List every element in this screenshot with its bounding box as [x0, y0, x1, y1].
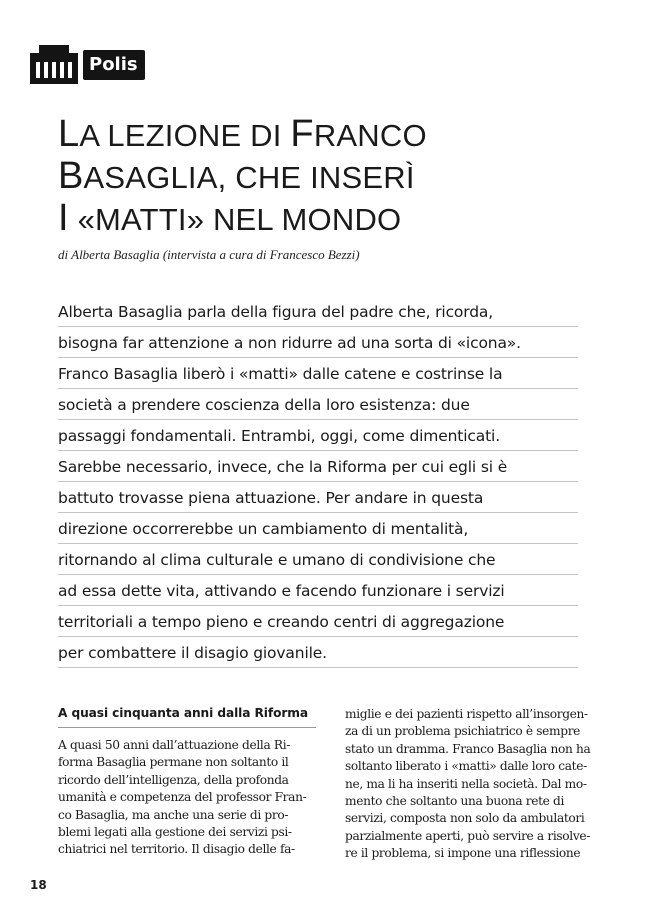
- abstract-line: passaggi fondamentali. Entrambi, oggi, come dimenticati.: [58, 420, 578, 451]
- abstract-line: Franco Basaglia liberò i «matti» dalle catene e costrinse la: [58, 358, 578, 389]
- body-line: mento che soltanto una buona rete di: [345, 794, 565, 809]
- title-line: [58, 156, 618, 198]
- body-line: co Basaglia, ma anche una serie di pro-: [58, 807, 289, 822]
- abstract-line: battuto trovasse piena attuazione. Per andare in questa: [58, 482, 578, 513]
- abstract-line: bisogna far attenzione a non ridurre ad una sorta di «icona».: [58, 327, 578, 358]
- body-line: stato un dramma. Franco Basaglia non ha: [345, 741, 591, 756]
- abstract-line: territoriali a tempo pieno e creando centri di aggregazione: [58, 606, 578, 637]
- article-byline: di Alberta Basaglia (intervista a cura di Francesco Bezzi): [58, 247, 360, 262]
- body-line: chiatrici nel territorio. Il disagio delle fa-: [58, 842, 295, 857]
- body-line: forma Basaglia permane non soltanto il: [58, 755, 289, 770]
- body-line: A quasi 50 anni dall’attuazione della Ri-: [58, 738, 291, 752]
- body-line: za di un problema psichiatrico è sempre: [345, 724, 581, 739]
- title-text: ASAGLIA, CHE INSERÌ: [83, 160, 415, 195]
- left-column-body: [58, 737, 316, 859]
- title-initial: B: [58, 155, 84, 197]
- article-title: [58, 114, 618, 240]
- abstract-line: Alberta Basaglia parla della figura del padre che, ricorda,: [58, 296, 578, 327]
- article-abstract: [58, 296, 578, 668]
- body-line: umanità e competenza del professor Fran-: [58, 790, 307, 805]
- title-text: A LEZIONE DI: [79, 118, 291, 153]
- page-number: 18: [30, 878, 47, 892]
- section-subheading: A quasi cinquanta anni dalla Riforma: [58, 706, 316, 728]
- title-initial: I: [58, 197, 69, 239]
- title-line: [58, 114, 618, 156]
- body-line: blemi legati alla gestione dei servizi psi-: [58, 825, 292, 840]
- title-text: «MATTI» NEL MONDO: [68, 202, 402, 237]
- section-label: Polis: [83, 50, 145, 80]
- abstract-line: Sarebbe necessario, invece, che la Riforma per cui egli si è: [58, 451, 578, 482]
- title-text: RANCO: [313, 118, 427, 153]
- abstract-line: per combattere il disagio giovanile.: [58, 637, 578, 668]
- body-line: parzialmente aperti, può servire a risolve-: [345, 828, 590, 843]
- section-header: [28, 44, 145, 86]
- body-line: servizi, composta non solo da ambulatori: [345, 811, 585, 826]
- abstract-line: società a prendere coscienza della loro esistenza: due: [58, 389, 578, 420]
- title-initial: F: [290, 113, 314, 155]
- body-line: re il problema, si impone una riflessione: [345, 846, 581, 861]
- abstract-line: ritornando al clima culturale e umano di condivisione che: [58, 544, 578, 575]
- right-column-body: [345, 706, 597, 863]
- body-line: soltanto liberato i «matti» dalle loro cate-: [345, 759, 587, 774]
- left-column: [58, 706, 316, 859]
- body-line: ne, ma li ha inseriti nella società. Dal mo-: [345, 776, 587, 791]
- title-initial: L: [58, 113, 80, 155]
- abstract-line: ad essa dette vita, attivando e facendo funzionare i servizi: [58, 575, 578, 606]
- right-column: [345, 706, 597, 863]
- abstract-line: direzione occorrerebbe un cambiamento di mentalità,: [58, 513, 578, 544]
- body-line: ricordo dell’intelligenza, della profonda: [58, 772, 289, 787]
- title-line: [58, 198, 618, 240]
- bank-building-icon: [28, 44, 80, 86]
- body-line: miglie e dei pazienti rispetto all’insorgen-: [345, 707, 588, 721]
